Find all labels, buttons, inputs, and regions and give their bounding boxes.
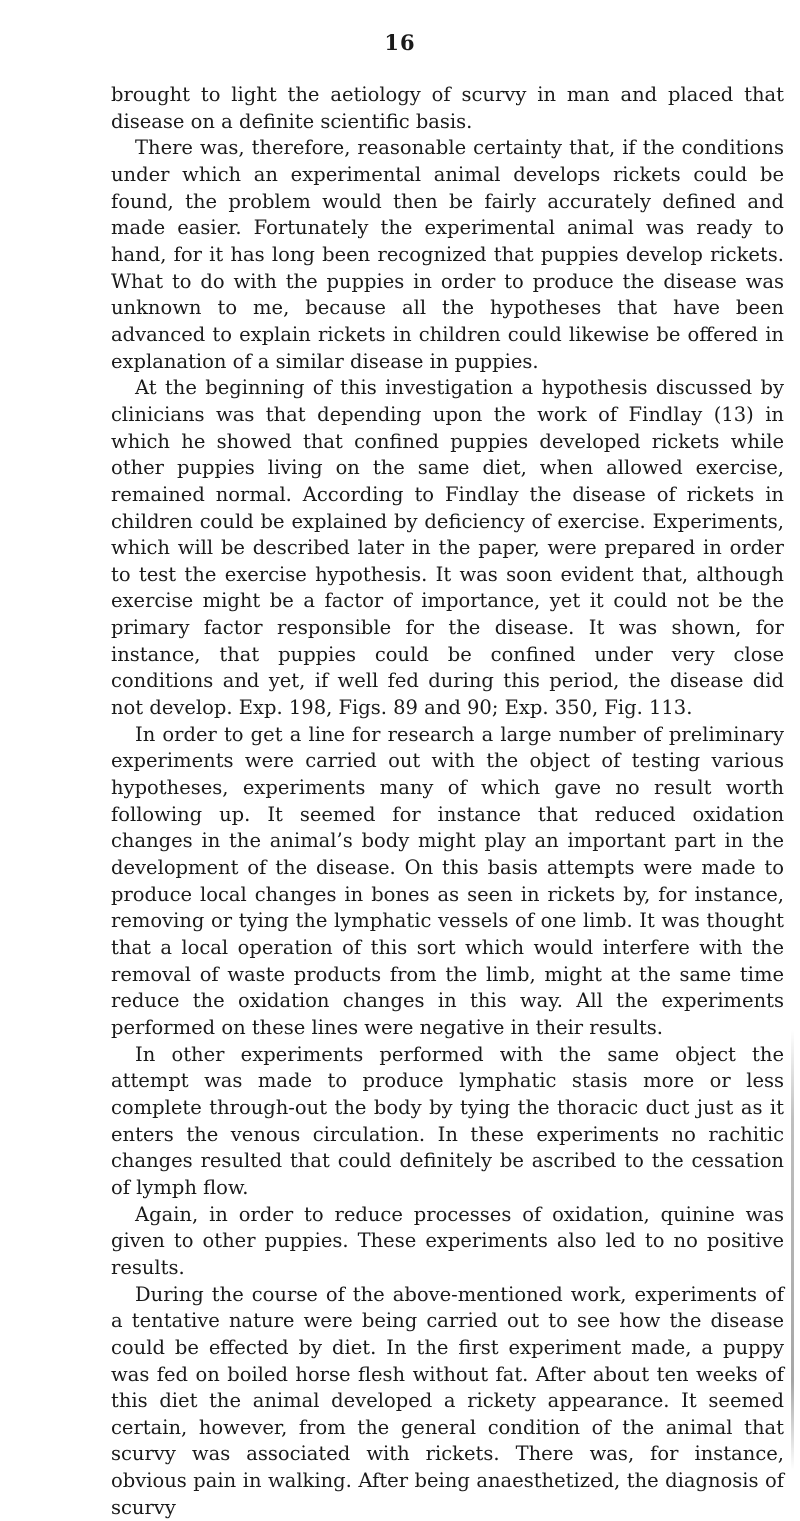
- paragraph-2: There was, therefore, reasonable certainty that, if the conditions under which an experimental animal develops rickets could be found, the problem would then be fairly accurately defined and made easier. Fortunately the experimental animal was ready to hand, for it has long been recognized that puppies develop rickets. What to do with the puppies in order to produce the disease was unknown to me, because all the hypotheses that have been advanced to explain rickets in children could likewise be offered in explanation of a similar disease in puppies.: [111, 136, 784, 373]
- paragraph-3: At the beginning of this investigation a hypothesis discussed by clinicians was that depending upon the work of Findlay (13) in which he showed that confined puppies developed rickets while other puppies living on the same diet, when allowed exercise, remained normal. According to Findlay the disease of rickets in children could be explained by deficiency of exercise. Experiments, which will be described later in the paper, were prepared in order to test the exercise hypothesis. It was soon evident that, although exercise might be a factor of importance, yet it could not be the primary factor responsible for the disease. It was shown, for instance, that puppies could be confined under very close conditions and yet, if well fed during this period, the disease did not develop. Exp. 198, Figs. 89 and 90; Exp. 350, Fig. 113.: [111, 376, 784, 720]
- paragraph-7: During the course of the above-mentioned work, experiments of a tentative nature were being carried out to see how the disease could be effected by diet. In the first experiment made, a puppy was fed on boiled horse flesh without fat. After about ten weeks of this diet the animal developed a rickety appearance. It seemed certain, however, from the general condition of the animal that scurvy was associated with rickets. There was, for instance, obvious pain in walking. After being anaesthetized, the diagnosis of scurvy: [111, 1282, 784, 1519]
- body-text: [111, 82, 784, 1521]
- paragraph-1: brought to light the aetiology of scurvy in man and placed that disease on a definite scientific basis.: [111, 83, 784, 133]
- page-edge-shadow: [791, 1030, 794, 1470]
- paragraph-5: In other experiments performed with the same object the attempt was made to produce lymphatic stasis more or less complete through-out the body by tying the thoracic duct just as it enters the venous circulation. In these experiments no rachitic changes resulted that could definitely be ascribed to the cessation of lymph flow.: [111, 1042, 784, 1199]
- paragraph-4: In order to get a line for research a large number of preliminary experiments were carried out with the object of testing various hypotheses, experiments many of which gave no result worth following up. It seemed for instance that reduced oxidation changes in the animal’s body might play an important part in the development of the disease. On this basis attempts were made to produce local changes in bones as seen in rickets by, for instance, removing or tying the lymphatic vessels of one limb. It was thought that a local operation of this sort which would interfere with the removal of waste products from the limb, might at the same time reduce the oxidation changes in this way. All the experiments performed on these lines were negative in their results.: [111, 722, 784, 1039]
- paragraph-6: Again, in order to reduce processes of oxidation, quinine was given to other puppies. These experiments also led to no positive results.: [111, 1202, 784, 1279]
- page-number: 16: [384, 30, 416, 55]
